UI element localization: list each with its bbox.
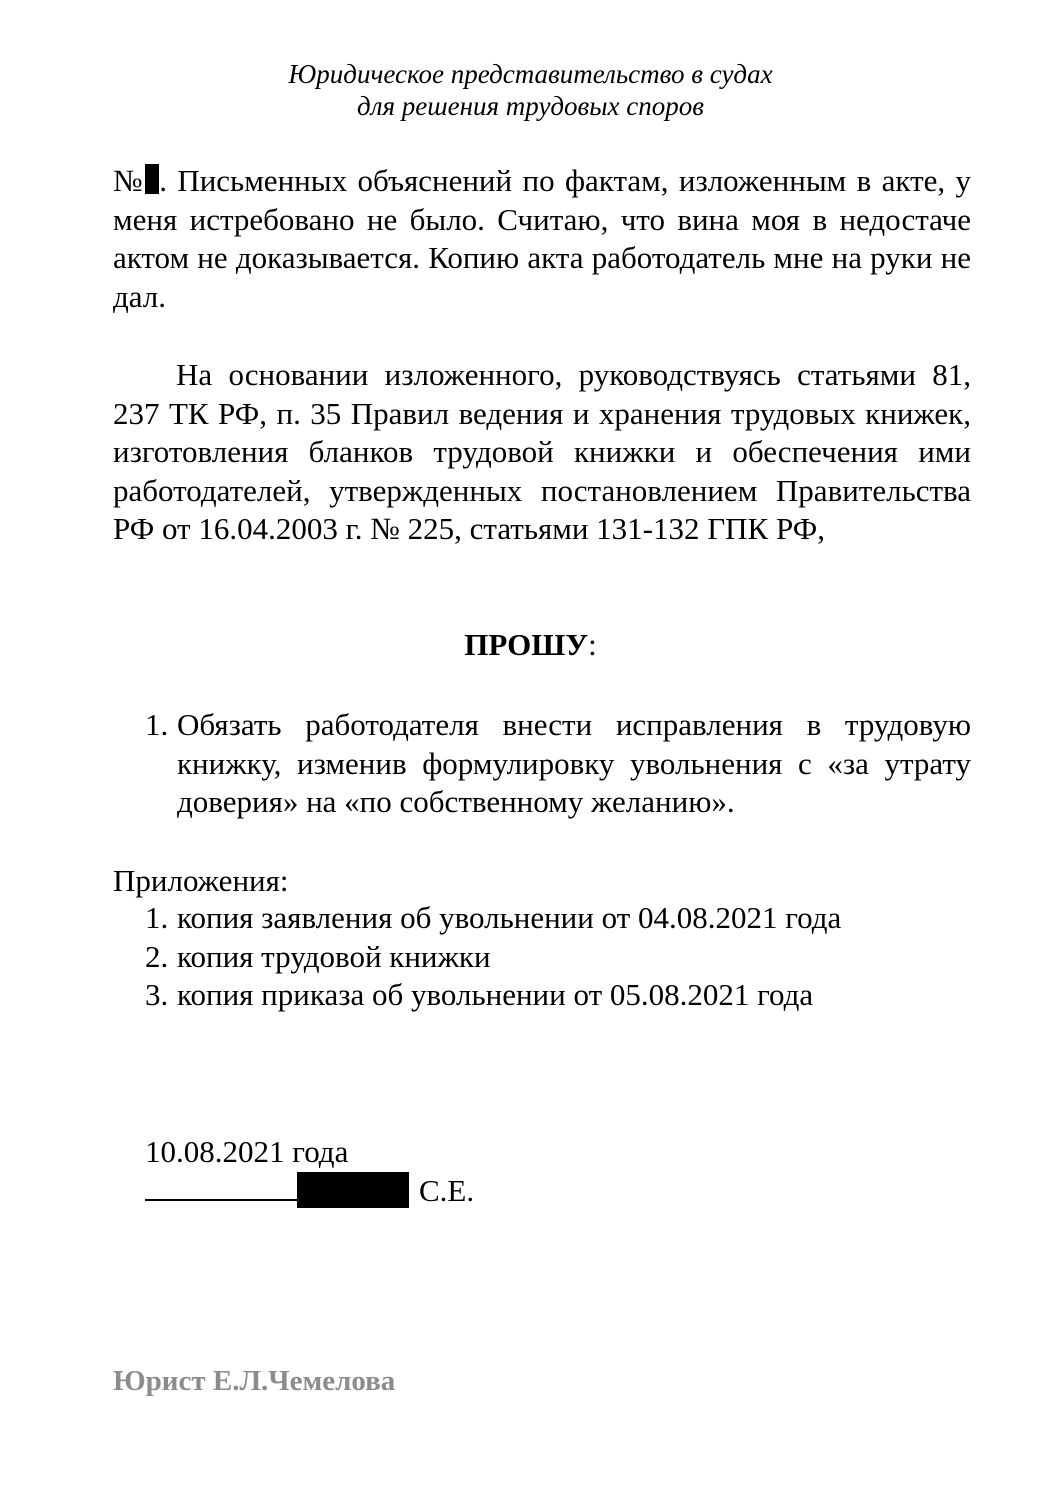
attachment-item [145,899,971,938]
attachment-item-number: 3. [145,977,169,1012]
attachment-item [145,976,971,1015]
letterhead-line-1: Юридическое представительство в судах [288,59,773,89]
footer-author: Юрист Е.Л.Чемелова [113,1365,396,1397]
attachment-item-number: 1. [145,900,169,935]
request-heading-colon: : [588,627,597,662]
signature-date: 10.08.2021 года [145,1134,349,1169]
redacted-surname [297,1172,409,1208]
paragraph-explanations-text: . Письменных объяснений по фактам, изложенным в акте, у меня истребовано не было. Считаю, что вина моя в недостаче актом не доказывается. Копию акта работодатель мне на руки не дал. [113,163,971,314]
request-item-text: Обязать работодателя внести исправления в трудовую книжку, изменив формулировку увольнения с «за утрату доверия» на «по собственному желанию». [177,707,971,819]
redacted-number [145,164,159,194]
signature-initials: С.Е. [419,1173,475,1208]
attachment-item-text: копия приказа об увольнении от 05.08.2021 года [177,977,814,1012]
signature-block [145,1172,474,1210]
signature-line [145,1172,297,1201]
attachments-list [145,899,971,1015]
paragraph-explanations [113,162,971,316]
attachment-item-text: копия трудовой книжки [177,938,491,974]
attachment-item-text: копия заявления об увольнении от 04.08.2021 года [177,900,842,935]
request-item-number: 1. [145,707,169,742]
attachments-heading: Приложения: [113,863,289,898]
paragraph-legal-basis: На основании изложенного, руководствуясь статьями 81, 237 ТК РФ, п. 35 Правил ведения и хранения трудовых книжек, изготовления бланков трудовой книжки и обеспечения ими работодателей, утвержденных постановлением Правительства РФ от 16.04.2003 г. № 225, статьями 131-132 ГПК РФ, [113,357,971,546]
number-sign: № [113,163,146,198]
request-item [145,706,971,822]
request-heading [0,626,1061,664]
request-list [145,706,971,822]
letterhead [0,58,1061,122]
letterhead-line-2: для решения трудовых споров [357,91,704,121]
attachment-item-number: 2. [145,938,169,974]
request-heading-word: ПРОШУ [464,627,589,662]
attachment-item [145,938,971,977]
